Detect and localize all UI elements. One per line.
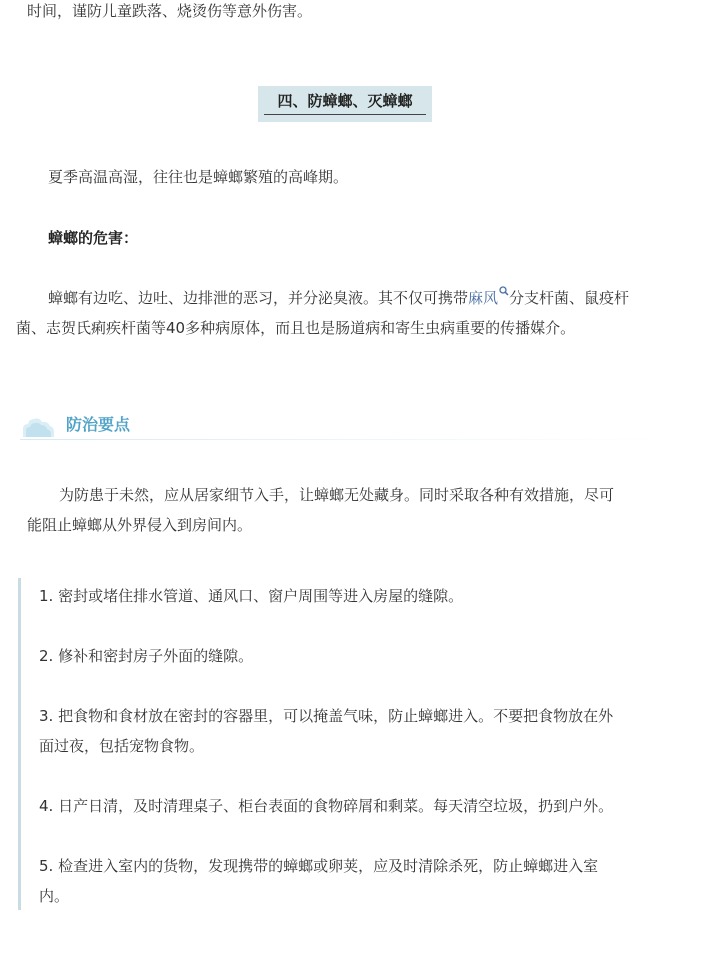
harm-paragraph-line-2: 菌、志贺氏痢疾杆菌等40多种病原体，而且也是肠道病和寄生虫病重要的传播媒介。 — [16, 319, 576, 337]
harm-paragraph-line-1 — [48, 288, 629, 308]
tips-underline — [20, 439, 660, 440]
tip-item-2: 2. 修补和密封房子外面的缝隙。 — [39, 647, 254, 665]
tip-item-5-line-1: 5. 检查进入室内的货物，发现携带的蟑螂或卵荚，应及时清除杀死，防止蟑螂进入室 — [39, 857, 599, 875]
search-icon[interactable] — [499, 286, 509, 296]
tips-intro-line-1: 为防患于未然，应从居家细节入手，让蟑螂无处藏身。同时采取各种有效措施，尽可 — [59, 486, 615, 504]
summer-text: 夏季高温高湿，往往也是蟑螂繁殖的高峰期。 — [48, 168, 349, 186]
tip-item-1: 1. 密封或堵住排水管道、通风口、窗户周围等进入房屋的缝隙。 — [39, 587, 464, 605]
tip-item-5-line-2: 内。 — [39, 887, 70, 905]
tip-item-3-line-2: 面过夜，包括宠物食物。 — [39, 737, 205, 755]
tips-title: 防治要点 — [66, 415, 131, 434]
harm-text-after-link: 分支杆菌、鼠疫杆 — [509, 289, 630, 307]
cloud-icon — [20, 415, 56, 439]
tip-item-4: 4. 日产日清，及时清理桌子、柜台表面的食物碎屑和剩菜。每天清空垃圾，扔到户外。 — [39, 797, 614, 815]
leprosy-link[interactable]: 麻风 — [468, 289, 499, 307]
section-title: 四、防蟑螂、灭蟑螂 — [264, 92, 426, 115]
harm-heading: 蟑螂的危害： — [48, 229, 139, 247]
tips-intro-line-2: 能阻止蟑螂从外界侵入到房间内。 — [27, 516, 253, 534]
quote-bar — [18, 578, 21, 910]
tip-item-3-line-1: 3. 把食物和食材放在密封的容器里，可以掩盖气味，防止蟑螂进入。不要把食物放在外 — [39, 707, 614, 725]
harm-text-before-link: 蟑螂有边吃、边吐、边排泄的恶习，并分泌臭液。其不仅可携带 — [48, 289, 469, 307]
intro-tail-text: 时间，谨防儿童跌落、烧烫伤等意外伤害。 — [27, 2, 313, 20]
